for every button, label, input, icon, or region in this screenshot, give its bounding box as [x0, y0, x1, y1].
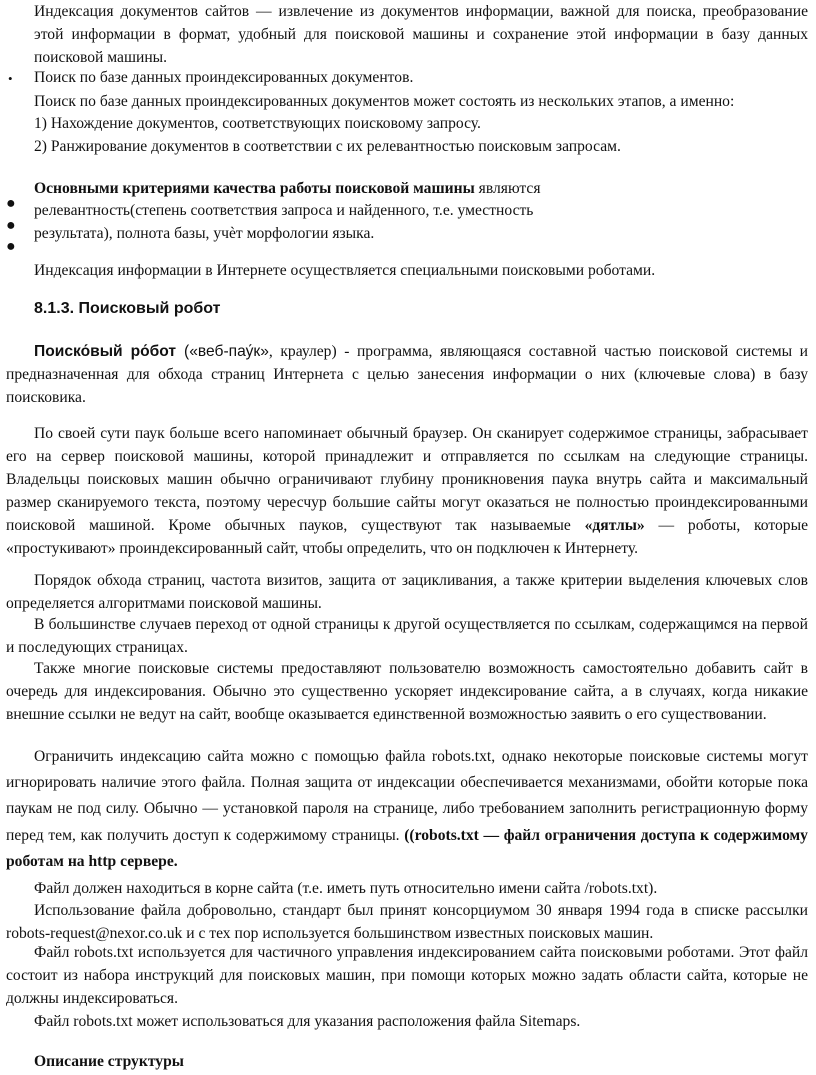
robots-definition-bold: ((robots.txt — файл ограничения доступа к содержимому роботам на http сервере.	[6, 826, 808, 870]
search-stages-intro: Поиск по базе данных проиндексированных документов может состоять из нескольких этапов, а именно:	[34, 93, 735, 110]
criteria-line-3: результата), полнота базы, учѐт морфологии языка.	[34, 225, 375, 242]
paragraph-crawl-order: Порядок обхода страниц, частота визитов, защита от зацикливания, а также критерии выделения ключевых слов определяется алгоритмами поисковой машины.	[6, 572, 808, 612]
bullet-icon: ●	[6, 238, 16, 255]
section-heading: 8.1.3. Поисковый робот	[34, 300, 221, 317]
stage-1: 1) Нахождение документов, соответствующих поисковому запросу.	[34, 115, 481, 132]
paragraph-file-location: Файл должен находиться в корне сайта (т.е. иметь путь относительно имени сайта /robots.txt).	[34, 880, 658, 897]
bullet-icon: ●	[6, 217, 16, 234]
woodpeckers-term: «дятлы»	[584, 517, 645, 534]
paragraph-spider-browser	[6, 422, 808, 560]
paragraph-robots-restrict	[6, 744, 808, 875]
criteria-rest: являются	[474, 180, 541, 197]
criteria-line-2: релевантность(степень соответствия запроса и найденного, т.е. уместность	[34, 202, 534, 219]
paragraph-robots-usage: Файл robots.txt используется для частичного управления индексированием сайта поисковыми роботами. Этот файл состоит из набора инструкций для поисковых машин, при помощи которых можно задать области сайта, которые не должны индексироваться.	[6, 944, 808, 1007]
criteria-line-1	[34, 177, 808, 200]
paragraph-standard: Использование файла добровольно, стандарт был принят консорциумом 30 января 1994 года в списке рассылки robots-request@nexor.co.uk и с тех пор используется большинством известных поисковых машин.	[6, 902, 808, 942]
indexing-definition: Индексация документов сайтов — извлечение из документов информации, важной для поиска, преобразование этой информации в формат, удобный для поисковой машины и сохранение этой информации в базу данных поисковой машины.	[34, 3, 808, 66]
search-bullet-text: Поиск по базе данных проиндексированных документов.	[34, 69, 414, 86]
bullet-icon: •	[8, 71, 13, 86]
stage-2: 2) Ранжирование документов в соответствии с их релевантностью поисковым запросам.	[34, 138, 621, 155]
bullet-icon: ●	[6, 195, 16, 212]
structure-heading: Описание структуры	[34, 1053, 184, 1070]
robot-alias: («веб-пау́к»	[176, 343, 269, 360]
criteria-bold: Основными критериями качества работы поисковой машины	[34, 180, 475, 197]
paragraph-links: В большинстве случаев переход от одной страницы к другой осуществляется по ссылкам, содержащимся на первой и последующих страницах.	[6, 616, 808, 656]
p5-start: Ограничить индексацию сайта можно с помощью файла robots.txt, однако некоторые поисковые системы могут игнорировать наличие этого файла. Полная защита от индексации обеспечивается механизмами, обойти которые пока паукам не под силу. Обычно — установкой пароля на странице, либо требованием заполнить регистрационную форму перед тем, как получить доступ к содержимому страницы.	[6, 748, 808, 844]
robot-definition	[6, 340, 808, 409]
robots-note: Индексация информации в Интернете осуществляется специальными поисковыми роботами.	[34, 262, 656, 279]
p1-start: По своей сути паук больше всего напоминает обычный браузер. Он сканирует содержимое страницы, забрасывает его на сервер поисковой машины, которой принадлежит и отправляется по ссылкам на следующие страницы. Владельцы поисковых машин обычно ограничивают глубину проникновения паука внутрь сайта и максимальный размер сканируемого текста, поэтому чересчур большие сайты могут оказаться не полностью проиндексированными поисковой машиной. Кроме обычных пауков, существуют так называемые	[6, 425, 808, 534]
robot-term: Поиско́вый ро́бот	[34, 343, 177, 360]
paragraph-sitemaps: Файл robots.txt может использоваться для указания расположения файла Sitemaps.	[34, 1013, 581, 1030]
p1-end: — роботы, которые «простукивают» проиндексированный сайт, чтобы определить, что он подключен к Интернету.	[6, 517, 808, 557]
robot-definition-rest: , краулер) - программа, являющаяся составной частью поисковой системы и предназначенная для обхода страниц Интернета с целью занесения информации о них (ключевые слова) в базу поисковика.	[6, 343, 808, 406]
paragraph-add-site: Также многие поисковые системы предоставляют пользователю возможность самостоятельно добавить сайт в очередь для индексирования. Обычно это существенно ускоряет индексирование сайта, а в случаях, когда никакие внешние ссылки не ведут на сайт, вообще оказывается единственной возможностью заявить о его существовании.	[6, 660, 808, 723]
